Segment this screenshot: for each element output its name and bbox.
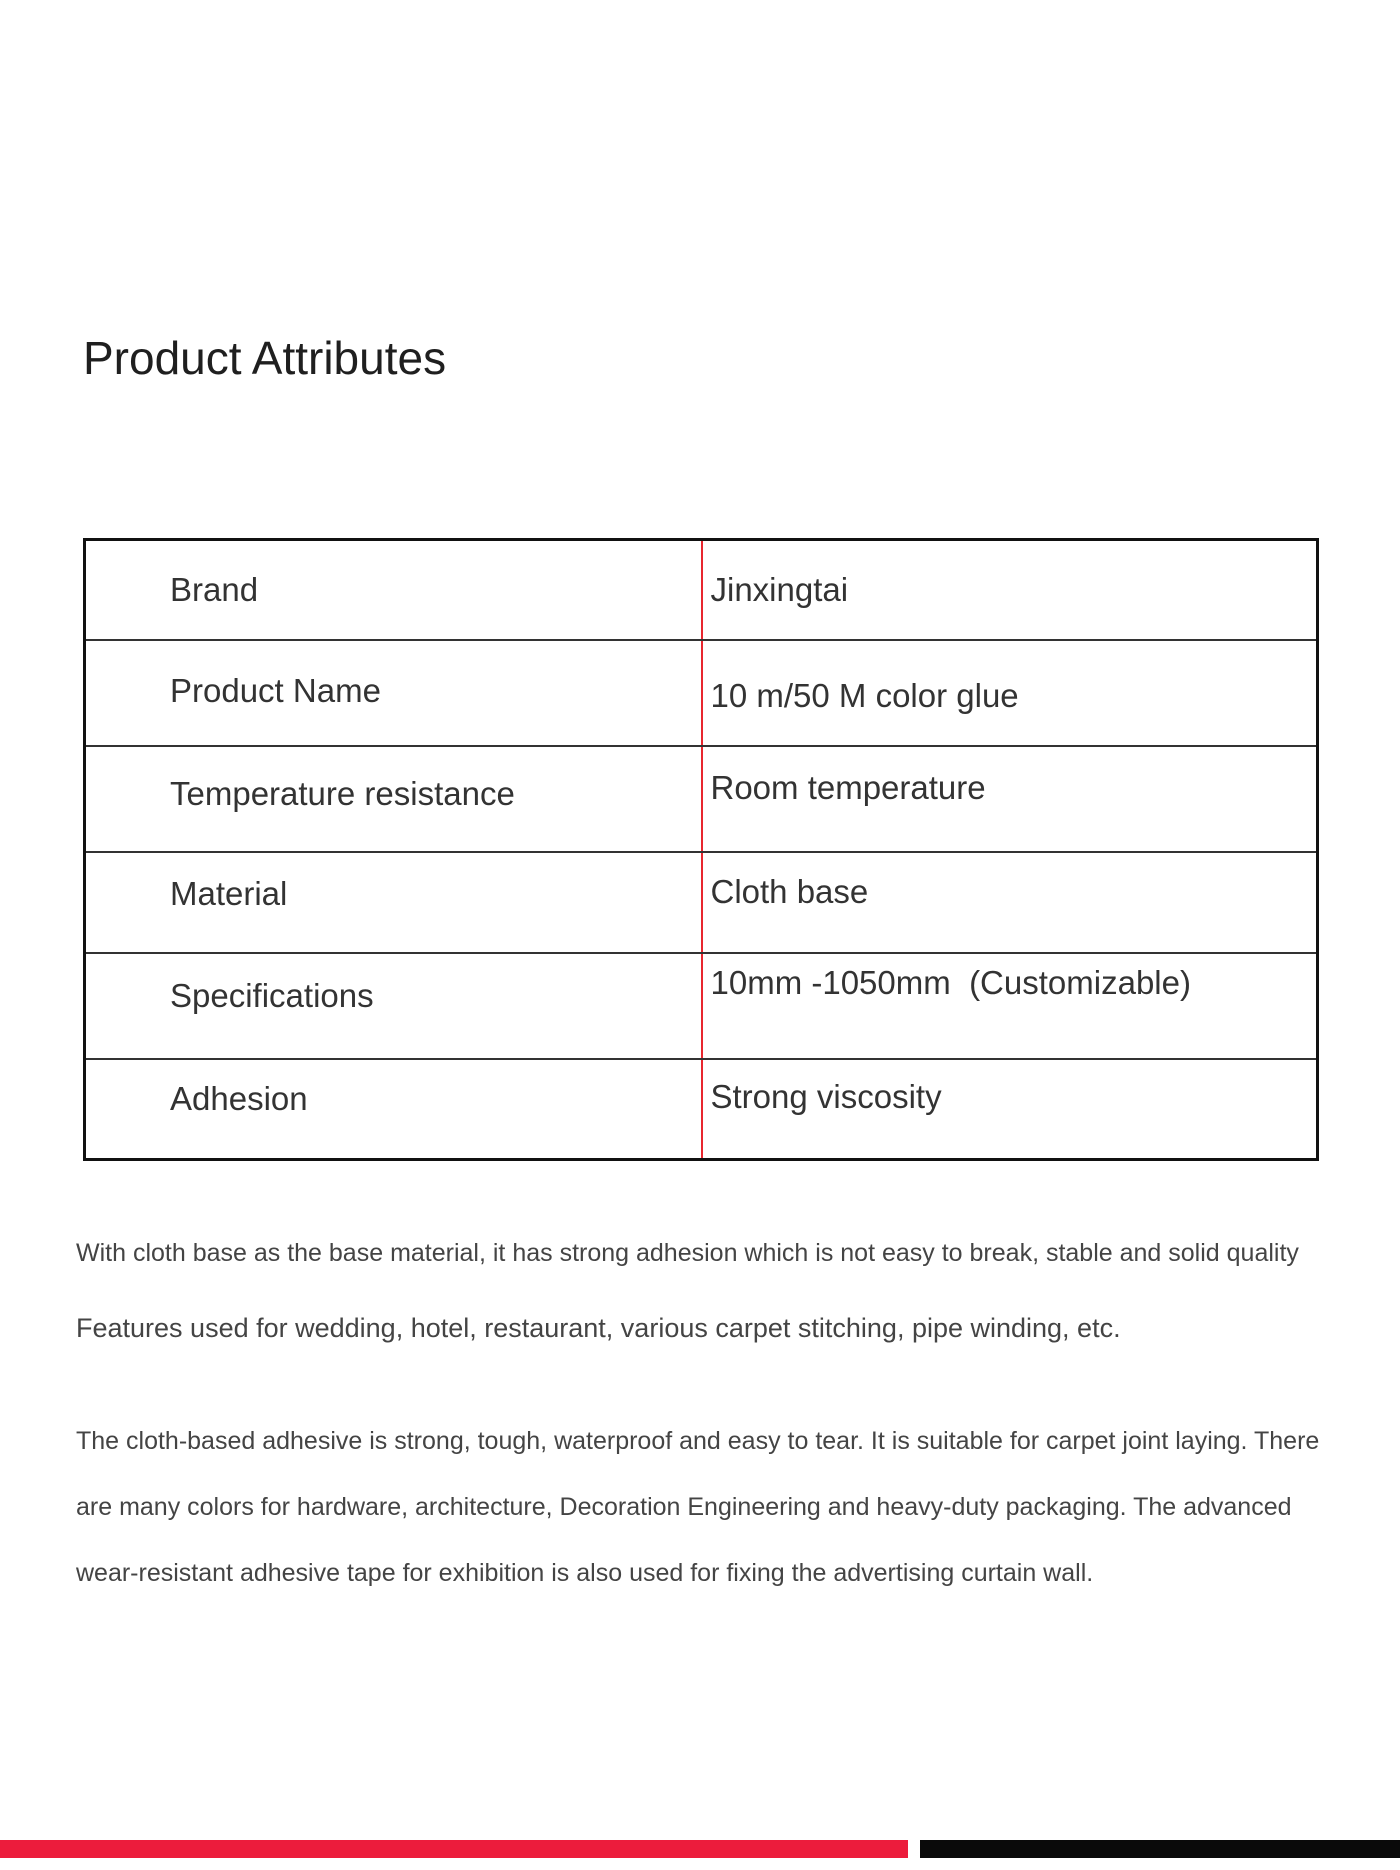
attribute-value: 10mm -1050mm (Customizable): [710, 963, 1191, 1001]
attribute-key: Temperature resistance: [170, 774, 515, 812]
usage-paragraph: The cloth-based adhesive is strong, tough, waterproof and easy to tear. It is suitable for carpet joint laying. There are many colors for hardware, architecture, Decoration Engineering and heavy-duty packaging. The advanced wear-resistant adhesive tape for exhibition is also used for fixing the advertising curtain wall.: [76, 1427, 1320, 1587]
attribute-value-cell: [702, 746, 1318, 852]
attribute-value: Room temperature: [710, 768, 986, 806]
attribute-key-cell: [85, 1059, 702, 1160]
attribute-value-cell: [702, 640, 1318, 746]
table-row: [85, 852, 1318, 953]
attribute-value: Jinxingtai: [710, 571, 849, 608]
attribute-key-cell: [85, 852, 702, 953]
table-row: [85, 746, 1318, 852]
attribute-value: Strong viscosity: [710, 1077, 942, 1115]
attribute-key: Product Name: [170, 671, 381, 709]
table-row: [85, 640, 1318, 746]
attribute-key: Adhesion: [170, 1079, 308, 1117]
attribute-key-cell: [85, 746, 702, 852]
attribute-value-cell: [702, 852, 1318, 953]
attribute-key-cell: [85, 540, 702, 640]
attribute-value: Cloth base: [710, 872, 869, 910]
attribute-value-cell: [702, 953, 1318, 1059]
table-row: [85, 1059, 1318, 1160]
features-paragraph: Features used for wedding, hotel, restaurant, various carpet stitching, pipe winding, etc.: [76, 1313, 1121, 1343]
attribute-value: 10 m/50 M color glue: [710, 676, 1019, 714]
table-row: [85, 953, 1318, 1059]
footer-black-bar: [920, 1840, 1400, 1858]
description-paragraph: With cloth base as the base material, it has strong adhesion which is not easy to break, stable and solid quality: [76, 1239, 1299, 1267]
attribute-key-cell: [85, 640, 702, 746]
attribute-key: Material: [170, 874, 288, 912]
footer-red-bar: [0, 1840, 908, 1858]
attribute-key: Specifications: [170, 976, 374, 1014]
page-title: Product Attributes: [83, 332, 447, 384]
table-row: [85, 540, 1318, 640]
attribute-value-cell: [702, 540, 1318, 640]
product-attributes-table: [83, 538, 1319, 1161]
attribute-value-cell: [702, 1059, 1318, 1160]
attribute-key: Brand: [170, 571, 259, 608]
attribute-key-cell: [85, 953, 702, 1059]
